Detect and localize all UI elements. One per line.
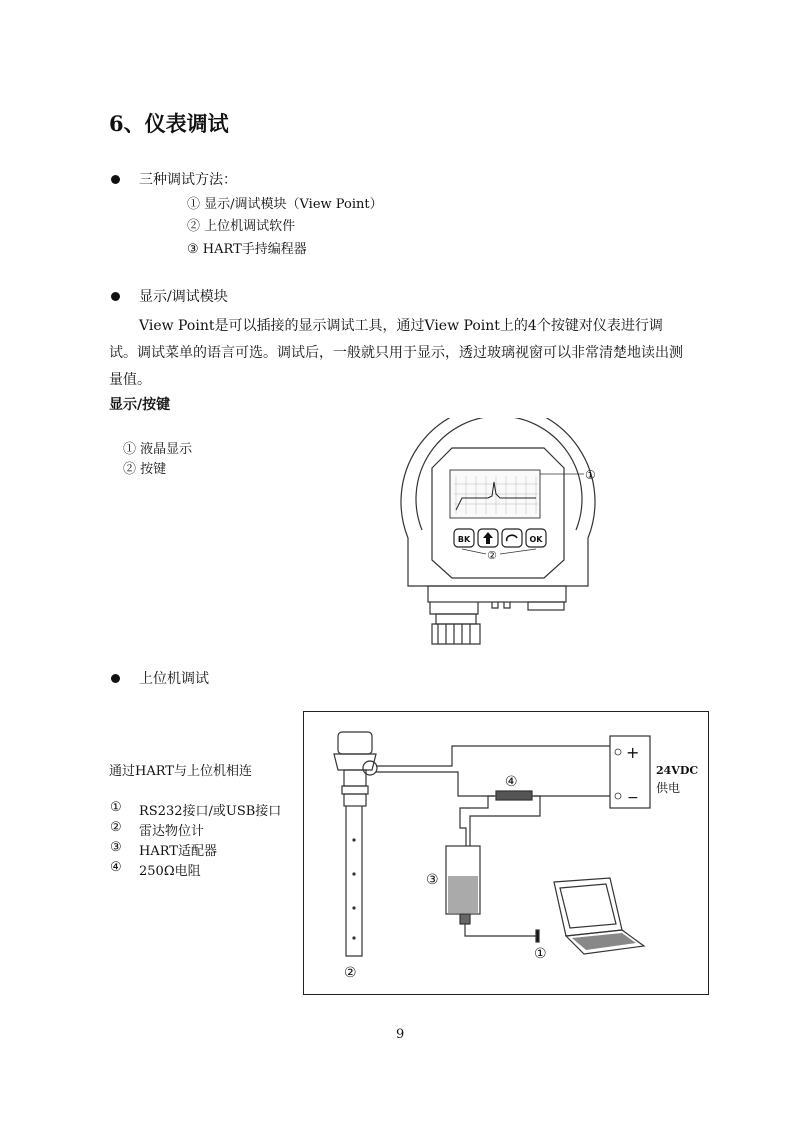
display-section-title: 显示/调试模块 bbox=[139, 289, 228, 305]
host-section-title: 上位机调试 bbox=[139, 671, 209, 687]
bullet-host bbox=[111, 674, 120, 683]
return-button bbox=[502, 529, 522, 547]
display-legend-2: ② 按键 bbox=[123, 462, 167, 477]
figure-callout-2: ② bbox=[487, 549, 497, 562]
callout-3: ③ bbox=[426, 872, 439, 888]
display-subheading: 显示/按键 bbox=[109, 397, 171, 413]
method-item-1: ① 显示/调试模块（View Point） bbox=[187, 197, 383, 212]
adapter-liquid bbox=[448, 876, 478, 913]
display-module-figure bbox=[400, 418, 610, 653]
host-legend-text-2: 雷达物位计 bbox=[139, 824, 205, 839]
method-item-2: ② 上位机调试软件 bbox=[187, 219, 296, 234]
power-voltage-label: 24VDC bbox=[656, 764, 699, 777]
minus-terminal-label: − bbox=[627, 790, 639, 806]
bullet-display bbox=[111, 292, 120, 301]
host-legend-num-2: ② bbox=[110, 820, 122, 835]
callout-4: ④ bbox=[505, 774, 518, 790]
host-legend-num-4: ④ bbox=[110, 860, 122, 875]
wiring-diagram-frame bbox=[303, 711, 709, 995]
page-number: 9 bbox=[396, 1027, 405, 1042]
bullet-methods bbox=[111, 175, 120, 184]
callout-2: ② bbox=[344, 965, 357, 981]
figure-callout-1: ① bbox=[585, 468, 596, 482]
ok-button-label: OK bbox=[529, 535, 543, 544]
page-title: 6、仪表调试 bbox=[109, 111, 229, 136]
method-item-3: ③ HART手持编程器 bbox=[187, 242, 307, 257]
display-legend-1: ① 液晶显示 bbox=[123, 442, 193, 457]
host-legend-num-1: ① bbox=[110, 800, 122, 815]
host-legend-text-4: 250Ω电阻 bbox=[139, 864, 201, 879]
host-legend-num-3: ③ bbox=[110, 840, 122, 855]
bk-button-label: BK bbox=[457, 535, 471, 544]
host-legend-text-1: RS232接口/或USB接口 bbox=[139, 804, 282, 819]
host-subtitle: 通过HART与上位机相连 bbox=[109, 764, 252, 779]
host-legend-text-3: HART适配器 bbox=[139, 844, 217, 859]
power-supply-label: 供电 bbox=[656, 781, 681, 795]
callout-1: ① bbox=[534, 946, 547, 962]
wiring-diagram bbox=[304, 712, 708, 994]
methods-title: 三种调试方法： bbox=[139, 172, 237, 188]
display-paragraph: View Point是可以插接的显示调试工具，通过View Point上的4个按键对仪表进行调试。调试菜单的语言可选。调试后，一般就只用于显示，透过玻璃视窗可以非常清楚地读出测量值。 bbox=[109, 318, 683, 388]
plus-terminal-label: + bbox=[626, 743, 640, 762]
gauge-connector bbox=[363, 761, 377, 775]
